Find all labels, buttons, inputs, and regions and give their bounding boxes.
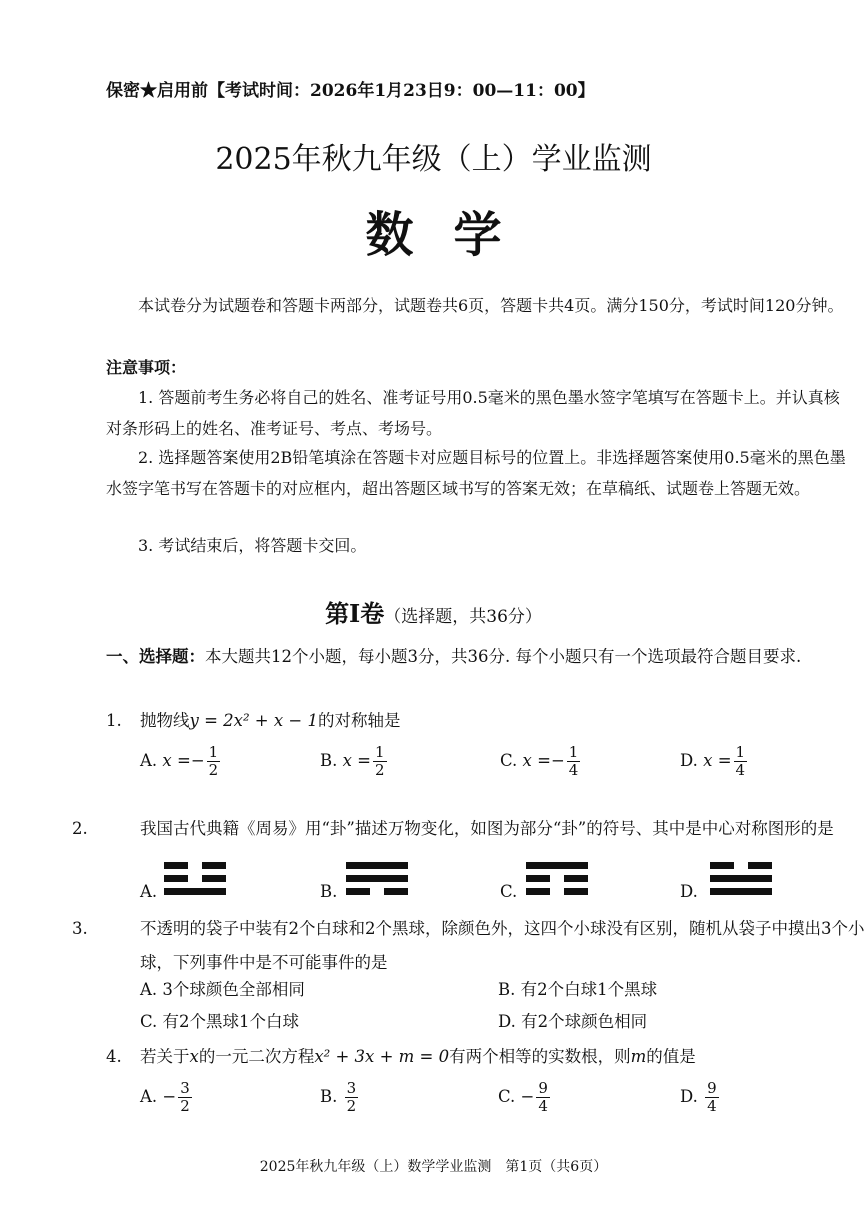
- q3-stem: 不透明的袋子中装有2个白球和2个黑球，除颜色外，这四个小球没有区别，随机从袋子中摸出3个小球，下列事件中是不可能事件的是: [140, 919, 865, 972]
- q3-option-d[interactable]: D. 有2个球颜色相同: [498, 1012, 648, 1031]
- trigram-solid-line: [526, 862, 588, 869]
- section-sub: （选择题，共36分）: [384, 607, 542, 627]
- trigram-broken-line-right: [202, 875, 226, 882]
- trigram-solid-line: [164, 888, 226, 895]
- q4-option-c[interactable]: C. − $\frac{9}{4}$: [498, 1079, 548, 1115]
- trigram-solid-line: [346, 862, 408, 869]
- fraction: $\frac{9}{4}$: [707, 1079, 717, 1115]
- trigram-b-figure: [346, 862, 408, 895]
- question-number: 4.: [106, 1047, 122, 1066]
- fraction: $\frac{3}{2}$: [180, 1079, 190, 1115]
- trigram-a-figure: [164, 862, 226, 895]
- trigram-broken-line-right: [564, 888, 588, 895]
- q4-option-b[interactable]: B. $\frac{3}{2}$: [320, 1079, 357, 1115]
- trigram-broken-line-right: [202, 862, 226, 869]
- confidential-header: 保密★启用前【考试时间：2026年1月23日9：00—11：00】: [106, 81, 595, 101]
- trigram-solid-line: [346, 875, 408, 882]
- q3-option-c[interactable]: C. 有2个黑球1个白球: [140, 1012, 300, 1031]
- page-footer: 2025年秋九年级（上）数学学业监测 第1页（共6页）: [259, 1159, 608, 1175]
- fraction: $\frac{1}{2}$: [208, 743, 219, 779]
- fraction: $\frac{1}{4}$: [568, 743, 579, 779]
- notice-title: 注意事项：: [106, 358, 187, 377]
- fraction: $\frac{3}{2}$: [346, 1079, 357, 1115]
- section-main: 第Ⅰ卷: [325, 599, 385, 628]
- part1-heading: [106, 640, 867, 674]
- trigram-broken-line-right: [564, 875, 588, 882]
- note-3: 3. 考试结束后，将答题卡交回。: [138, 536, 367, 555]
- q2-option-a[interactable]: A.: [140, 882, 158, 901]
- exam-title: 2025年秋九年级（上）学业监测: [215, 142, 652, 177]
- trigram-broken-line-left: [710, 862, 734, 869]
- fraction: $\frac{1}{4}$: [735, 743, 746, 779]
- q1-option-c[interactable]: C. x =− $\frac{1}{4}$: [500, 743, 579, 779]
- q3-option-a[interactable]: A. 3个球颜色全部相同: [140, 980, 305, 999]
- q2-options: [140, 856, 840, 906]
- intro-text: 本试卷分为试题卷和答题卡两部分，试题卷共6页，答题卡共4页。满分150分，考试时间120分钟。: [138, 296, 844, 315]
- q1-option-a[interactable]: A. x =− $\frac{1}{2}$: [140, 743, 219, 779]
- subject-title: 数学: [365, 207, 542, 263]
- question-3: [72, 912, 867, 980]
- trigram-broken-line-right: [384, 888, 408, 895]
- question-1: [106, 704, 846, 738]
- trigram-broken-line-right: [748, 862, 772, 869]
- q2-option-c[interactable]: C.: [500, 882, 518, 901]
- q3-options: [140, 976, 840, 1040]
- trigram-broken-line-left: [164, 862, 188, 869]
- q2-option-b[interactable]: B.: [320, 882, 338, 901]
- fraction: $\frac{9}{4}$: [538, 1079, 548, 1115]
- fraction: $\frac{1}{2}$: [375, 743, 385, 779]
- note-1: 1. 答题前考生务必将自己的姓名、准考证号用0.5毫米的黑色墨水签字笔填写在答题卡上。并认真核对条形码上的姓名、准考证号、考点、考场号。: [106, 388, 840, 438]
- trigram-broken-line-left: [526, 888, 550, 895]
- trigram-broken-line-left: [526, 875, 550, 882]
- trigram-d-figure: [710, 862, 772, 895]
- question-number: 3.: [72, 919, 88, 938]
- section-heading: [0, 594, 867, 629]
- q4-options: [140, 1080, 840, 1130]
- q3-option-b[interactable]: B. 有2个白球1个黑球: [498, 980, 658, 999]
- question-number: 1.: [106, 711, 122, 730]
- q1-options: [140, 744, 840, 794]
- q4-equation: x² + 3x + m = 0: [314, 1047, 450, 1066]
- q2-stem: 我国古代典籍《周易》用“卦”描述万物变化，如图为部分“卦”的符号、其中是中心对称图形的是: [140, 819, 834, 838]
- trigram-solid-line: [710, 875, 772, 882]
- q1-stem-pre: 抛物线: [140, 711, 190, 730]
- question-number: 2.: [72, 819, 88, 838]
- trigram-broken-line-left: [164, 875, 188, 882]
- part1-desc: 本大题共12个小题，每小题3分，共36分. 每个小题只有一个选项最符合题目要求.: [205, 647, 802, 666]
- trigram-solid-line: [710, 888, 772, 895]
- q4-option-a[interactable]: A. − $\frac{3}{2}$: [140, 1079, 190, 1115]
- q2-option-d[interactable]: D.: [680, 882, 698, 901]
- trigram-c-figure: [526, 862, 588, 895]
- q4-option-d[interactable]: D. $\frac{9}{4}$: [680, 1079, 717, 1115]
- q1-equation: y = 2x² + x − 1: [189, 711, 318, 730]
- note-2: 2. 选择题答案使用2B铅笔填涂在答题卡对应题目标号的位置上。非选择题答案使用0.5毫米的黑色墨水签字笔书写在答题卡的对应框内，超出答题区域书写的答案无效；在草稿纸、试题卷上答题无效。: [106, 448, 846, 498]
- q1-stem-post: 的对称轴是: [318, 711, 401, 730]
- part1-label: 一、选择题：: [106, 647, 205, 666]
- trigram-broken-line-left: [346, 888, 370, 895]
- question-2: [72, 812, 867, 846]
- question-4: 4. 若关于x的一元二次方程x² + 3x + m = 0有两个相等的实数根，则m的值是: [106, 1040, 846, 1074]
- q1-option-b[interactable]: B. x = $\frac{1}{2}$: [320, 743, 385, 779]
- q1-option-d[interactable]: D. x = $\frac{1}{4}$: [680, 743, 746, 779]
